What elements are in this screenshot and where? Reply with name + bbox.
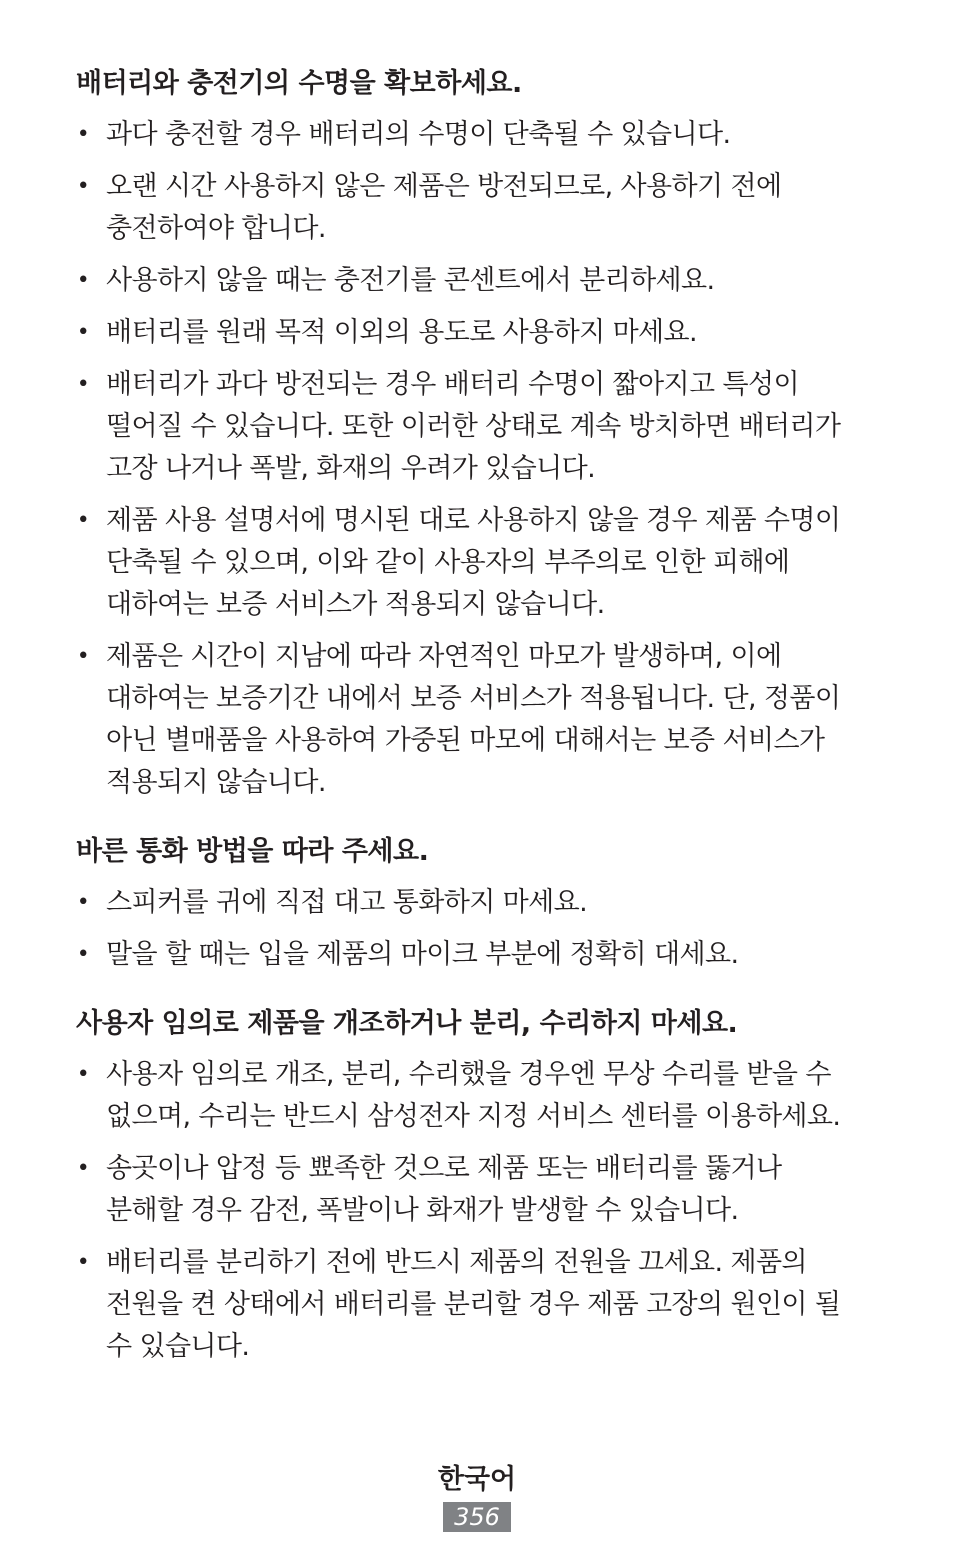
list-item-text: 제품 사용 설명서에 명시된 대로 사용하지 않을 경우 제품 수명이 [106,505,841,536]
list-item [76,1242,886,1368]
list-item [76,166,886,250]
page-content [76,64,886,1396]
bullet-list [76,1054,886,1368]
list-item-text: 대하여는 보증기간 내에서 보증 서비스가 적용됩니다. 단, 정품이 [106,683,841,714]
list-item [76,114,886,156]
list-item-text: 충전하여야 합니다. [106,213,326,244]
list-item-text: 떨어질 수 있습니다. 또한 이러한 상태로 계속 방치하면 배터리가 [106,411,841,442]
list-item-text: 과다 충전할 경우 배터리의 수명이 단축될 수 있습니다. [106,119,731,150]
list-item-text: 사용자 임의로 개조, 분리, 수리했을 경우엔 무상 수리를 받을 수 [106,1059,831,1090]
list-item-text: 고장 나거나 폭발, 화재의 우려가 있습니다. [106,453,596,484]
list-item [76,934,886,976]
bullet-list [76,882,886,976]
section-battery-lifespan [76,64,886,804]
bullet-icon: • [76,1250,90,1275]
bullet-icon: • [76,890,90,915]
list-item [76,260,886,302]
list-item-text: 배터리가 과다 방전되는 경우 배터리 수명이 짧아지고 특성이 [106,369,799,400]
list-item [76,312,886,354]
bullet-icon: • [76,268,90,293]
bullet-icon: • [76,122,90,147]
page-footer [0,1462,954,1532]
section-heading: 배터리와 충전기의 수명을 확보하세요. [76,68,522,99]
list-item-text: 사용하지 않을 때는 충전기를 콘센트에서 분리하세요. [106,265,715,296]
bullet-icon: • [76,1062,90,1087]
bullet-icon: • [76,1156,90,1181]
bullet-icon: • [76,174,90,199]
footer-language: 한국어 [437,1464,517,1495]
list-item-text: 분해할 경우 감전, 폭발이나 화재가 발생할 수 있습니다. [106,1195,739,1226]
list-item-text: 송곳이나 압정 등 뾰족한 것으로 제품 또는 배터리를 뚫거나 [106,1153,782,1184]
section-call-method [76,832,886,976]
bullet-icon: • [76,372,90,397]
bullet-icon: • [76,320,90,345]
list-item [76,1054,886,1138]
list-item-text: 없으며, 수리는 반드시 삼성전자 지정 서비스 센터를 이용하세요. [106,1101,841,1132]
bullet-icon: • [76,644,90,669]
list-item-text: 적용되지 않습니다. [106,767,326,798]
list-item-text: 수 있습니다. [106,1331,250,1362]
page-number: 356 [443,1502,511,1532]
list-item [76,1148,886,1232]
bullet-list [76,114,886,804]
bullet-icon: • [76,942,90,967]
list-item-text: 대하여는 보증 서비스가 적용되지 않습니다. [106,589,605,620]
section-heading: 바른 통화 방법을 따라 주세요. [76,836,429,867]
list-item-text: 배터리를 원래 목적 이외의 용도로 사용하지 마세요. [106,317,697,348]
list-item [76,636,886,804]
section-heading: 사용자 임의로 제품을 개조하거나 분리, 수리하지 마세요. [76,1008,738,1039]
list-item-text: 오랜 시간 사용하지 않은 제품은 방전되므로, 사용하기 전에 [106,171,782,202]
list-item-text: 말을 할 때는 입을 제품의 마이크 부분에 정확히 대세요. [106,939,739,970]
list-item [76,364,886,490]
list-item-text: 전원을 켠 상태에서 배터리를 분리할 경우 제품 고장의 원인이 될 [106,1289,841,1320]
list-item-text: 단축될 수 있으며, 이와 같이 사용자의 부주의로 인한 피해에 [106,547,790,578]
list-item [76,882,886,924]
list-item [76,500,886,626]
list-item-text: 제품은 시간이 지남에 따라 자연적인 마모가 발생하며, 이에 [106,641,782,672]
list-item-text: 스피커를 귀에 직접 대고 통화하지 마세요. [106,887,588,918]
list-item-text: 배터리를 분리하기 전에 반드시 제품의 전원을 끄세요. 제품의 [106,1247,807,1278]
list-item-text: 아닌 별매품을 사용하여 가중된 마모에 대해서는 보증 서비스가 [106,725,825,756]
section-no-modification [76,1004,886,1368]
bullet-icon: • [76,508,90,533]
